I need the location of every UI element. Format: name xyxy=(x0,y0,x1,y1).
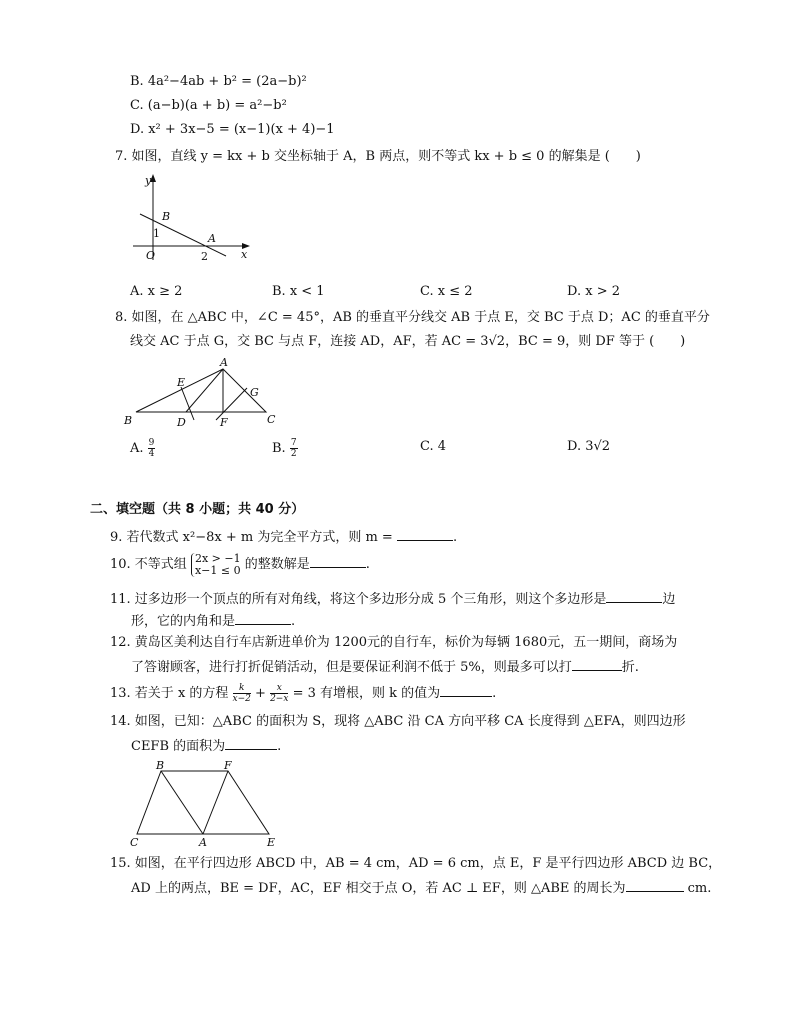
q12-end: 折. xyxy=(621,660,639,675)
q8-option-c: C. 4 xyxy=(420,439,447,454)
q10-suffix: 的整数解是 xyxy=(244,557,310,572)
q13-fraction-1 xyxy=(233,683,251,704)
q6-option-b: B. 4a²−4ab + b² = (2a−b)² xyxy=(130,74,307,89)
q15-answer-blank[interactable] xyxy=(626,878,684,892)
q11-answer-blank-2[interactable] xyxy=(235,611,291,625)
q6-option-d: D. x² + 3x−5 = (x−1)(x + 4)−1 xyxy=(130,122,335,137)
q10-end: . xyxy=(365,557,370,572)
q13-fraction-2 xyxy=(270,683,288,704)
q14-label-a: A xyxy=(199,836,207,848)
q13-fraction-1-denominator: x−2 xyxy=(232,694,251,704)
q15-line1: 15. 如图，在平行四边形 ABCD 中，AB = 4 cm，AD = 6 cm，点 E，F 是平行四边形 ABCD 边 BC， xyxy=(110,856,722,871)
q14-end: . xyxy=(277,739,282,754)
q13-prefix: 13. 若关于 x 的方程 xyxy=(110,686,229,701)
q7-option-c: C. x ≤ 2 xyxy=(420,284,473,299)
q9-text: 9. 若代数式 x²−8x + m 为完全平方式，则 m = xyxy=(110,530,393,545)
q7-label-1: 1 xyxy=(153,227,160,240)
q15-text-2: AD 上的两点，BE = DF，AC，EF 相交于点 O，若 AC ⊥ EF，则 △ABE 的周长为 xyxy=(131,881,626,896)
q14-line1: 14. 如图，已知：△ABC 的面积为 S，现将 △ABC 沿 CA 方向平移 CA 长度得到 △EFA，则四边形 xyxy=(110,714,686,729)
q10-inequality-system xyxy=(191,553,241,577)
q8-option-b-denominator: 2 xyxy=(290,449,297,459)
q10 xyxy=(110,552,370,578)
q8-label-e: E xyxy=(177,376,186,389)
q9-end: . xyxy=(452,530,458,545)
q8-option-a-fraction xyxy=(148,438,156,459)
q10-inequality-2: x−1 ≤ 0 xyxy=(194,563,241,577)
q14-text-2: CEFB 的面积为 xyxy=(131,739,226,754)
q13-end: . xyxy=(492,686,497,701)
q11-line2 xyxy=(131,611,295,631)
q6-option-c: C. (a−b)(a + b) = a²−b² xyxy=(130,98,287,113)
q8-label-a: A xyxy=(220,356,228,369)
q14-trapezoid-figure xyxy=(124,756,284,848)
q7-graph xyxy=(128,170,258,270)
q7-label-b: B xyxy=(162,210,171,223)
q7-label-a: A xyxy=(208,232,216,245)
q8-option-a-numerator: 9 xyxy=(148,438,155,448)
q12-line1: 12. 黄岛区美利达自行车店新进单价为 1200元的自行车，标价为每辆 1680元，五一期间，商场为 xyxy=(110,635,678,650)
q9 xyxy=(110,527,457,547)
q8-label-c: C xyxy=(267,413,276,426)
q8-option-d: D. 3√2 xyxy=(567,439,611,454)
q11-answer-blank-1[interactable] xyxy=(606,589,662,603)
q11-end: . xyxy=(291,614,296,629)
q8-option-b-prefix: B. xyxy=(272,441,286,456)
q8-label-f: F xyxy=(220,416,228,429)
q13-fraction-1-numerator: k xyxy=(233,683,251,694)
q7-label-o: O xyxy=(146,249,156,262)
q7-label-2: 2 xyxy=(201,250,208,263)
q7-option-b: B. x < 1 xyxy=(272,284,325,299)
q7-stem: 7. 如图，直线 y = kx + b 交坐标轴于 A，B 两点，则不等式 kx + b ≤ 0 的解集是 ( ) xyxy=(115,149,641,164)
q12-answer-blank[interactable] xyxy=(572,657,622,671)
q9-answer-blank[interactable] xyxy=(397,527,453,541)
q10-answer-blank[interactable] xyxy=(310,554,366,568)
q8-stem-line1: 8. 如图，在 △ABC 中，∠C = 45°，AB 的垂直平分线交 AB 于点 E，交 BC 于点 D；AC 的垂直平分 xyxy=(115,310,710,325)
q8-stem-line2: 线交 AC 于点 G，交 BC 与点 F，连接 AD，AF，若 AC = 3√2，BC = 9，则 DF 等于 ( ) xyxy=(130,334,686,349)
q14-label-f: F xyxy=(224,759,232,772)
q12-line2 xyxy=(131,657,639,677)
q8-option-b xyxy=(272,438,298,459)
q13-fraction-2-denominator: 2−x xyxy=(270,694,289,704)
q7-option-d: D. x > 2 xyxy=(567,284,620,299)
q8-label-d: D xyxy=(177,416,186,429)
q11-line1 xyxy=(110,589,675,609)
q11-text-2: 形，它的内角和是 xyxy=(131,614,236,629)
q7-label-x: x xyxy=(241,248,248,261)
q8-label-g: G xyxy=(250,386,259,399)
q14-label-c: C xyxy=(130,836,139,848)
q8-option-a xyxy=(130,438,155,459)
q13 xyxy=(110,683,496,705)
q8-option-b-fraction xyxy=(290,438,298,459)
q8-option-a-prefix: A. xyxy=(130,441,144,456)
q14-label-b: B xyxy=(156,759,165,772)
q7-option-a: A. x ≥ 2 xyxy=(130,284,183,299)
q15-end: cm. xyxy=(687,881,712,896)
q15-line2 xyxy=(131,878,711,898)
section-2-title: 二、填空题（共 8 小题；共 40 分） xyxy=(90,502,305,517)
q7-label-y: y xyxy=(145,174,152,187)
q8-option-b-numerator: 7 xyxy=(290,438,297,448)
q8-triangle-figure xyxy=(120,354,285,430)
q11-text-1: 11. 过多边形一个顶点的所有对角线，将这个多边形分成 5 个三角形，则这个多边形是 xyxy=(110,592,607,607)
q13-answer-blank[interactable] xyxy=(440,683,492,697)
q13-fraction-2-numerator: x xyxy=(270,683,288,694)
q14-label-e: E xyxy=(267,836,276,848)
q8-label-b: B xyxy=(124,414,133,427)
q10-prefix: 10. 不等式组 xyxy=(110,557,187,572)
q12-text-2: 了答谢顾客，进行打折促销活动，但是要保证利润不低于 5%，则最多可以打 xyxy=(131,660,572,675)
q11-text-1-end: 边 xyxy=(662,592,676,607)
q13-suffix: = 3 有增根，则 k 的值为 xyxy=(292,686,441,701)
q14-answer-blank[interactable] xyxy=(225,736,277,750)
q10-inequality-1: 2x > −1 xyxy=(194,551,241,565)
q14-line2 xyxy=(131,736,281,756)
q8-option-a-denominator: 4 xyxy=(148,449,155,459)
q13-plus: + xyxy=(255,686,266,701)
